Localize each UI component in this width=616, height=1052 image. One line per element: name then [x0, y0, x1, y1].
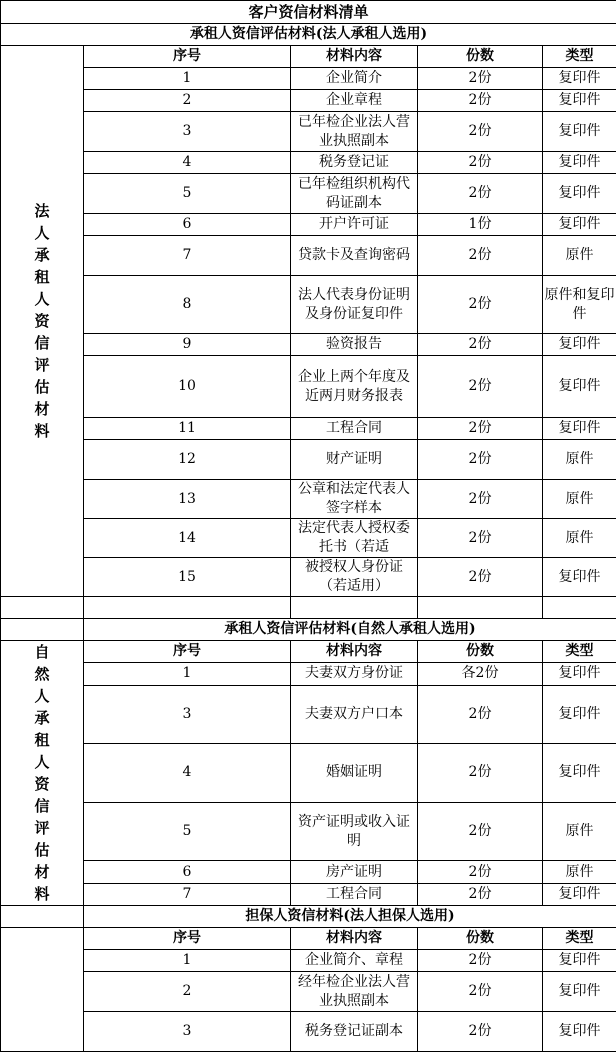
- row-content: 资产证明或收入证明: [291, 802, 418, 861]
- row-qty: 2份: [418, 685, 543, 744]
- row-kind: 原件: [543, 519, 616, 558]
- row-no: 2: [84, 972, 291, 1012]
- row-no: 5: [84, 802, 291, 861]
- header-no: 序号: [84, 928, 291, 950]
- row-no: 6: [84, 861, 291, 883]
- row-content: 税务登记证副本: [291, 1012, 418, 1052]
- row-kind: 原件: [543, 802, 616, 861]
- header-no: 序号: [84, 641, 291, 663]
- header-qty: 份数: [418, 928, 543, 950]
- row-no: 14: [84, 519, 291, 558]
- table-row: [1, 685, 616, 744]
- row-kind: 复印件: [543, 1012, 616, 1052]
- row-content: 验资报告: [291, 334, 418, 356]
- row-no: 7: [84, 883, 291, 905]
- header-content: 材料内容: [291, 928, 418, 950]
- row-qty: 2份: [418, 861, 543, 883]
- row-kind: 复印件: [543, 663, 616, 685]
- row-kind: 复印件: [543, 334, 616, 356]
- row-content: 开户许可证: [291, 214, 418, 236]
- row-content: 已年检企业法人营业执照副本: [291, 112, 418, 152]
- row-qty: 2份: [418, 972, 543, 1012]
- header-kind: 类型: [543, 46, 616, 68]
- row-kind: 原件: [543, 480, 616, 519]
- row-content: 房产证明: [291, 861, 418, 883]
- row-kind: 复印件: [543, 744, 616, 803]
- row-qty: 2份: [418, 356, 543, 418]
- row-content: 企业简介: [291, 68, 418, 90]
- header-content: 材料内容: [291, 641, 418, 663]
- row-kind: 复印件: [543, 152, 616, 174]
- row-no: 2: [84, 90, 291, 112]
- section-side-label: 自然人承租人资信评估材料: [1, 641, 84, 906]
- row-no: 1: [84, 950, 291, 972]
- row-qty: 2份: [418, 334, 543, 356]
- header-no: 序号: [84, 46, 291, 68]
- row-qty: 2份: [418, 68, 543, 90]
- row-qty: 2份: [418, 418, 543, 440]
- row-qty: 2份: [418, 90, 543, 112]
- row-qty: 2份: [418, 519, 543, 558]
- table-row: [1, 152, 616, 174]
- row-kind: 原件: [543, 236, 616, 276]
- header-qty: 份数: [418, 641, 543, 663]
- table-row: [1, 883, 616, 905]
- row-content: 企业简介、章程: [291, 950, 418, 972]
- row-content: 财产证明: [291, 440, 418, 480]
- row-no: 12: [84, 440, 291, 480]
- row-content: 公章和法定代表人签字样本: [291, 480, 418, 519]
- row-kind: 原件和复印件: [543, 276, 616, 334]
- row-no: 5: [84, 174, 291, 214]
- header-kind: 类型: [543, 641, 616, 663]
- row-content: 企业上两个年度及近两月财务报表: [291, 356, 418, 418]
- table-row: [1, 663, 616, 685]
- row-content: 税务登记证: [291, 152, 418, 174]
- row-no: 4: [84, 152, 291, 174]
- row-kind: 复印件: [543, 356, 616, 418]
- row-content: 已年检组织机构代码证副本: [291, 174, 418, 214]
- row-kind: 复印件: [543, 950, 616, 972]
- row-qty: 2份: [418, 174, 543, 214]
- table-row: [1, 174, 616, 214]
- table-row: [1, 972, 616, 1012]
- table-row: [1, 802, 616, 861]
- table-row: [1, 334, 616, 356]
- row-no: 13: [84, 480, 291, 519]
- row-kind: 复印件: [543, 112, 616, 152]
- row-kind: 复印件: [543, 68, 616, 90]
- row-qty: 各2份: [418, 663, 543, 685]
- row-content: 夫妻双方户口本: [291, 685, 418, 744]
- row-kind: 复印件: [543, 685, 616, 744]
- row-no: 8: [84, 276, 291, 334]
- row-content: 工程合同: [291, 418, 418, 440]
- row-no: 15: [84, 558, 291, 597]
- row-qty: 2份: [418, 276, 543, 334]
- row-content: 被授权人身份证（若适用）: [291, 558, 418, 597]
- row-content: 夫妻双方身份证: [291, 663, 418, 685]
- table-row: [1, 356, 616, 418]
- row-qty: 2份: [418, 950, 543, 972]
- row-qty: 2份: [418, 236, 543, 276]
- header-qty: 份数: [418, 46, 543, 68]
- page-title: 客户资信材料清单: [1, 1, 616, 24]
- row-no: 10: [84, 356, 291, 418]
- row-kind: 复印件: [543, 174, 616, 214]
- row-no: 3: [84, 112, 291, 152]
- row-content: 法人代表身份证明及身份证复印件: [291, 276, 418, 334]
- table-row: [1, 744, 616, 803]
- row-content: 企业章程: [291, 90, 418, 112]
- row-qty: 2份: [418, 152, 543, 174]
- row-no: 6: [84, 214, 291, 236]
- row-content: 法定代表人授权委托书（若适: [291, 519, 418, 558]
- row-kind: 复印件: [543, 883, 616, 905]
- table-row: [1, 861, 616, 883]
- section-side-label: 法人承租人资信评估材料: [1, 46, 84, 597]
- section-subtitle: 承租人资信评估材料(法人承租人选用): [1, 24, 616, 46]
- row-kind: 原件: [543, 861, 616, 883]
- row-content: 工程合同: [291, 883, 418, 905]
- header-kind: 类型: [543, 928, 616, 950]
- row-no: 1: [84, 663, 291, 685]
- table-row: [1, 519, 616, 558]
- row-qty: 2份: [418, 480, 543, 519]
- row-no: 1: [84, 68, 291, 90]
- table-row: [1, 214, 616, 236]
- row-qty: 2份: [418, 883, 543, 905]
- header-content: 材料内容: [291, 46, 418, 68]
- table-row: [1, 950, 616, 972]
- section-side-label: [1, 928, 84, 1052]
- table-row: [1, 480, 616, 519]
- row-no: 9: [84, 334, 291, 356]
- table-row: [1, 236, 616, 276]
- spacer-row: [1, 597, 616, 619]
- row-qty: 2份: [418, 112, 543, 152]
- table-row: [1, 112, 616, 152]
- row-content: 贷款卡及查询密码: [291, 236, 418, 276]
- row-kind: 原件: [543, 440, 616, 480]
- row-qty: 2份: [418, 440, 543, 480]
- section-subtitle: 承租人资信评估材料(自然人承租人选用): [84, 619, 616, 641]
- table-row: [1, 558, 616, 597]
- row-content: 婚姻证明: [291, 744, 418, 803]
- table-row: [1, 68, 616, 90]
- table-row: [1, 440, 616, 480]
- row-no: 3: [84, 1012, 291, 1052]
- row-qty: 2份: [418, 558, 543, 597]
- table-row: [1, 418, 616, 440]
- row-kind: 复印件: [543, 214, 616, 236]
- row-kind: 复印件: [543, 90, 616, 112]
- row-no: 3: [84, 685, 291, 744]
- row-content: 经年检企业法人营业执照副本: [291, 972, 418, 1012]
- row-no: 7: [84, 236, 291, 276]
- row-kind: 复印件: [543, 972, 616, 1012]
- row-qty: 2份: [418, 744, 543, 803]
- row-no: 4: [84, 744, 291, 803]
- table-row: [1, 276, 616, 334]
- row-qty: 1份: [418, 214, 543, 236]
- section-subtitle: 担保人资信材料(法人担保人选用): [84, 906, 616, 928]
- table-row: [1, 90, 616, 112]
- row-kind: 复印件: [543, 558, 616, 597]
- table-row: [1, 1012, 616, 1052]
- row-qty: 2份: [418, 1012, 543, 1052]
- row-qty: 2份: [418, 802, 543, 861]
- row-kind: 复印件: [543, 418, 616, 440]
- row-no: 11: [84, 418, 291, 440]
